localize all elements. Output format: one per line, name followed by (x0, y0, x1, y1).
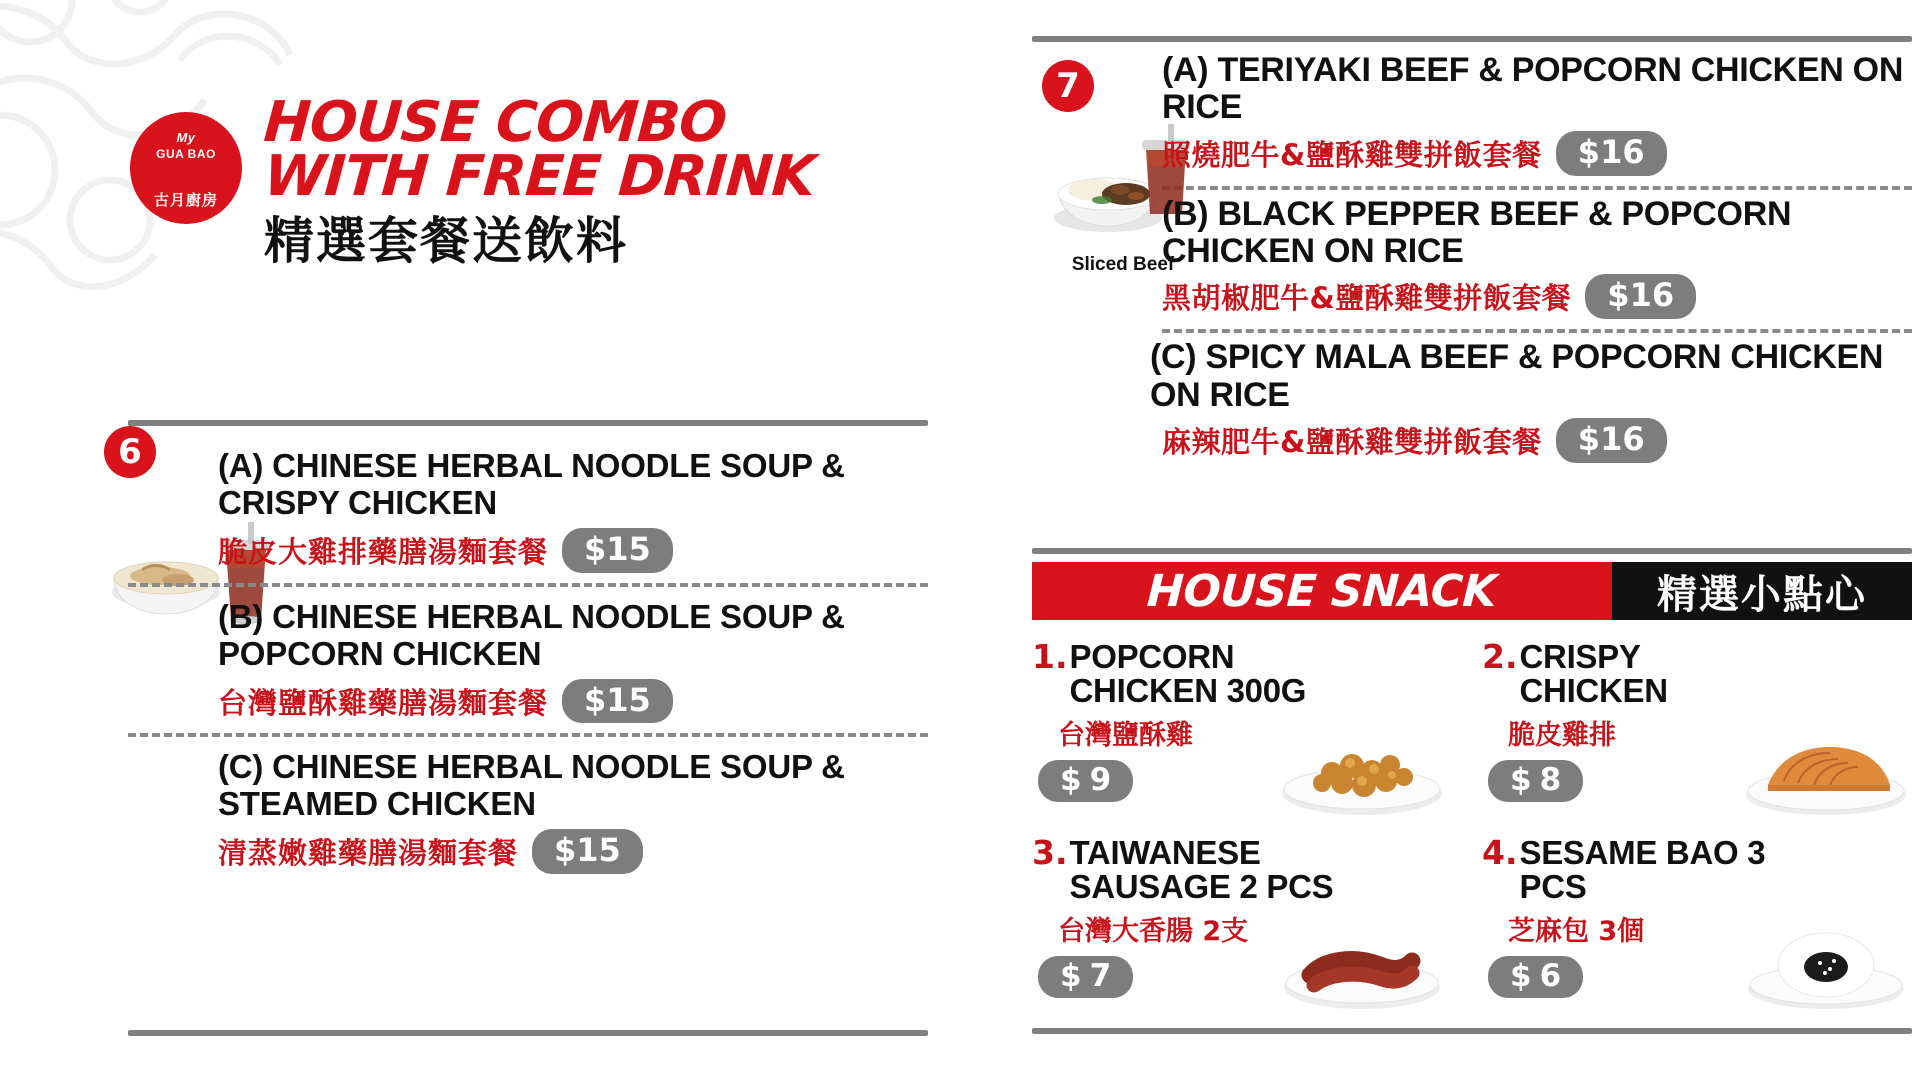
right-column (1022, 0, 1920, 1080)
snack-item-2-currency: $ (1510, 762, 1532, 799)
right-section-rule-bottom (1032, 1028, 1912, 1034)
combo-7-item-b[interactable] (1162, 196, 1912, 320)
snack-item-3-number: 3. (1032, 833, 1068, 872)
combo-7-divider-a-b (1162, 186, 1912, 190)
combo-6-item-a-label-en: (A) CHINESE HERBAL NOODLE SOUP & CRISPY CHICKEN (218, 447, 845, 521)
combo-6-item-b-label-cn: 台灣鹽酥雞藥膳湯麵套餐 (218, 685, 549, 720)
combo-7-item-a-price: $16 (1556, 131, 1667, 176)
snack-item-3-label-en: TAIWANESE SAUSAGE 2 PCS (1069, 834, 1334, 905)
combo-6-item-a-price: $15 (562, 528, 673, 573)
snack-item-4-label-en: SESAME BAO 3 PCS (1519, 834, 1766, 905)
snack-item-3-price (1038, 956, 1133, 998)
snack-item-3-amount: 7 (1089, 958, 1112, 995)
snack-item-3-label-cn: 台灣大香腸 2支 (1058, 916, 1249, 948)
item-divider-b-c (128, 733, 928, 737)
snack-item-4-currency: $ (1510, 958, 1532, 995)
crispy-chicken-photo (1726, 711, 1920, 821)
snack-item-1-label-cn: 台灣鹽酥雞 (1058, 720, 1193, 752)
snack-item-4-amount: 6 (1539, 958, 1562, 995)
combo-7-item-c-label-en: (C) SPICY MALA BEEF & POPCORN CHICKEN ON RICE (1150, 338, 1884, 414)
snack-item-1-label-en: POPCORN CHICKEN 300G (1069, 638, 1307, 709)
snack-banner-en: HOUSE SNACK (1146, 565, 1498, 617)
snack-item-4-label-cn: 芝麻包 3個 (1508, 916, 1645, 948)
snack-item-1[interactable] (1032, 637, 1462, 825)
snack-item-2-label-en: CRISPY CHICKEN (1519, 638, 1668, 709)
snack-item-2-label-cn: 脆皮雞排 (1508, 720, 1616, 752)
snack-banner-en-wrap (1032, 562, 1612, 620)
page-title-en-line2: WITH FREE DRINK (261, 143, 817, 209)
snack-item-2-amount: 8 (1539, 762, 1562, 799)
combo-7-section (1032, 36, 1912, 463)
combo-7-items (1032, 52, 1912, 463)
combo-7-item-a-label-en: (A) TERIYAKI BEEF & POPCORN CHICKEN ON RICE (1162, 51, 1904, 127)
combo-6-item-a[interactable] (128, 442, 928, 573)
combo-6-item-c-label-cn: 清蒸嫩雞藥膳湯麵套餐 (218, 836, 519, 871)
title-wrap (261, 90, 817, 270)
combo-7-item-b-price: $16 (1585, 274, 1696, 319)
combo-6-item-c-label-en: (C) CHINESE HERBAL NOODLE SOUP & STEAMED CHICKEN (218, 748, 845, 823)
snack-banner-cn-wrap (1612, 562, 1912, 620)
page-title-cn: 精選套餐送飲料 (264, 211, 628, 270)
page-title-en-line1: HOUSE COMBO (261, 90, 729, 155)
house-snack-banner (1032, 548, 1912, 620)
item-divider-a-b (128, 583, 928, 587)
section-rule-top (128, 420, 928, 426)
snack-item-4[interactable] (1482, 833, 1912, 1021)
snack-item-1-number: 1. (1032, 637, 1068, 676)
snack-banner-cn: 精選小點心 (1657, 571, 1867, 618)
combo-7-item-c-price: $16 (1556, 418, 1667, 463)
combo-7-number-badge: 7 (1042, 60, 1094, 112)
taiwanese-sausage-photo (1262, 907, 1462, 1017)
combo-7-item-c-label-cn: 麻辣肥牛&鹽酥雞雙拼飯套餐 (1162, 424, 1542, 459)
sesame-bao-photo (1726, 907, 1920, 1017)
logo-text-my: My (176, 130, 196, 145)
snack-item-1-amount: 9 (1089, 762, 1112, 799)
snack-grid (1032, 637, 1912, 1030)
menu-header (130, 90, 817, 270)
snack-item-4-number: 4. (1482, 833, 1518, 872)
snack-rule-top (1032, 548, 1912, 554)
combo-7-item-c[interactable] (1150, 338, 1912, 463)
combo-7-divider-b-c (1162, 329, 1912, 333)
combo-7-item-a[interactable] (1162, 52, 1912, 176)
snack-item-2-price (1488, 760, 1583, 802)
brand-logo (130, 112, 242, 224)
combo-6-item-c[interactable] (128, 743, 928, 874)
logo-text-chinese: 古月廚房 (153, 192, 218, 209)
snack-item-1-price (1038, 760, 1133, 802)
left-section-rule-bottom (128, 1030, 928, 1036)
combo-6-item-a-label-cn: 脆皮大雞排藥膳湯麵套餐 (218, 534, 549, 569)
combo-6-item-b-label-en: (B) CHINESE HERBAL NOODLE SOUP & POPCORN CHICKEN (218, 597, 845, 672)
snack-item-2[interactable] (1482, 637, 1912, 825)
combo-6-item-b-price: $15 (562, 679, 673, 724)
combo-7-rule-top (1032, 36, 1912, 42)
beef-photo-caption: Sliced Beef (1071, 254, 1175, 275)
combo-7-item-a-label-cn: 照燒肥牛&鹽酥雞雙拼飯套餐 (1162, 137, 1542, 172)
combo-6-number-badge: 6 (104, 426, 156, 478)
snack-item-4-price (1488, 956, 1583, 998)
logo-text-guabao: GUA BAO (156, 147, 216, 161)
combo-6-item-b[interactable] (128, 593, 928, 724)
combo-7-item-b-label-en: (B) BLACK PEPPER BEEF & POPCORN CHICKEN ON RICE (1162, 194, 1792, 270)
snack-item-3-currency: $ (1060, 958, 1082, 995)
combo-6-section (118, 420, 928, 874)
snack-item-2-number: 2. (1482, 637, 1518, 676)
snack-item-3[interactable] (1032, 833, 1462, 1021)
snack-item-1-currency: $ (1060, 762, 1082, 799)
combo-6-item-c-price: $15 (532, 829, 643, 874)
popcorn-chicken-photo (1262, 711, 1462, 821)
combo-7-item-b-label-cn: 黑胡椒肥牛&鹽酥雞雙拼飯套餐 (1162, 281, 1572, 316)
